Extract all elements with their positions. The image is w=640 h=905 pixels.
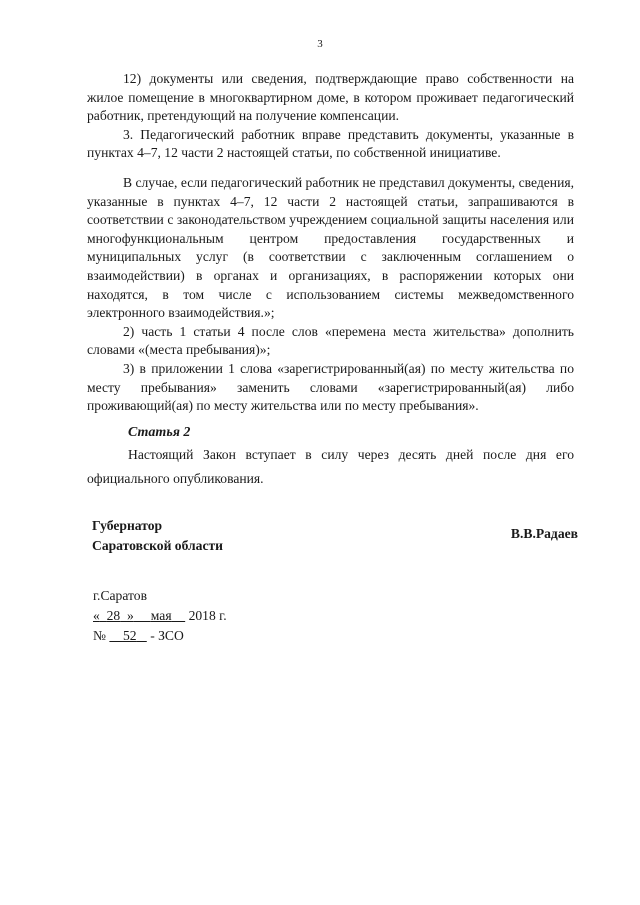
governor-title-line1: Губернатор	[92, 518, 163, 533]
number-pad2	[137, 628, 147, 643]
number-prefix: №	[93, 628, 106, 643]
page-number: 3	[317, 38, 323, 50]
governor-title	[92, 516, 223, 556]
date-open-quote: «	[93, 608, 100, 623]
document-number: 52	[122, 628, 137, 643]
number-pad	[109, 628, 123, 643]
date-year: 2018 г.	[188, 608, 227, 623]
governor-title-line2: Саратовской области	[92, 538, 224, 553]
paragraph-point-3: 3. Педагогический работник вправе представить документы, указанные в пунктах 4–7, 12 части 2 настоящей статьи, по собственной инициативе.	[87, 126, 574, 161]
date-day-pad2	[120, 608, 127, 623]
date-month: мая	[150, 608, 172, 623]
place-and-date	[93, 586, 227, 646]
date-line	[93, 606, 227, 626]
paragraph-amendment-3: 3) в приложении 1 слова «зарегистрированный(ая) по месту жительства по месту пребывания» заменить словами «зарегистрированный(ая) либо проживающий(ая) по месту жительства или по месту пребывания».	[87, 360, 574, 414]
paragraph-amendment-2: 2) часть 1 статьи 4 после слов «перемена места жительства» дополнить словами «(места пребывания)»;	[87, 323, 574, 358]
article-title: Статья 2	[128, 425, 191, 440]
date-day: 28	[106, 608, 121, 623]
signer-name: В.В.Радаев	[510, 526, 578, 541]
number-suffix: - ЗСО	[150, 628, 184, 643]
paragraph-request-documents: В случае, если педагогический работник не представил документы, сведения, указанные в пунктах 4–7, 12 части 2 настоящей статьи, запрашиваются в соответствии с законодательством учреждением социальной защиты населения или многофункциональным центром предоставления государственных и муниципальных услуг (в соответствии с заключенным соглашением о взаимодействии) в органах и организациях, в распоряжении которых они находятся, в том числе с использованием системы межведомственного электронного взаимодействия.»;	[87, 174, 574, 321]
document-number-line	[93, 626, 227, 646]
paragraph-item-12: 12) документы или сведения, подтверждающие право собственности на жилое помещение в многоквартирном доме, в котором проживает педагогический работник, претендующий на получение компенсации.	[87, 71, 574, 124]
date-day-pad	[100, 608, 107, 623]
main-text	[87, 70, 574, 416]
date-close-quote: »	[126, 608, 134, 623]
date-month-pad	[134, 608, 151, 623]
article-body	[87, 443, 574, 491]
article-text: Настоящий Закон вступает в силу через десять дней после дня его официального опубликования.	[87, 447, 574, 486]
city: г.Саратов	[93, 588, 147, 603]
date-month-pad2	[172, 608, 186, 623]
